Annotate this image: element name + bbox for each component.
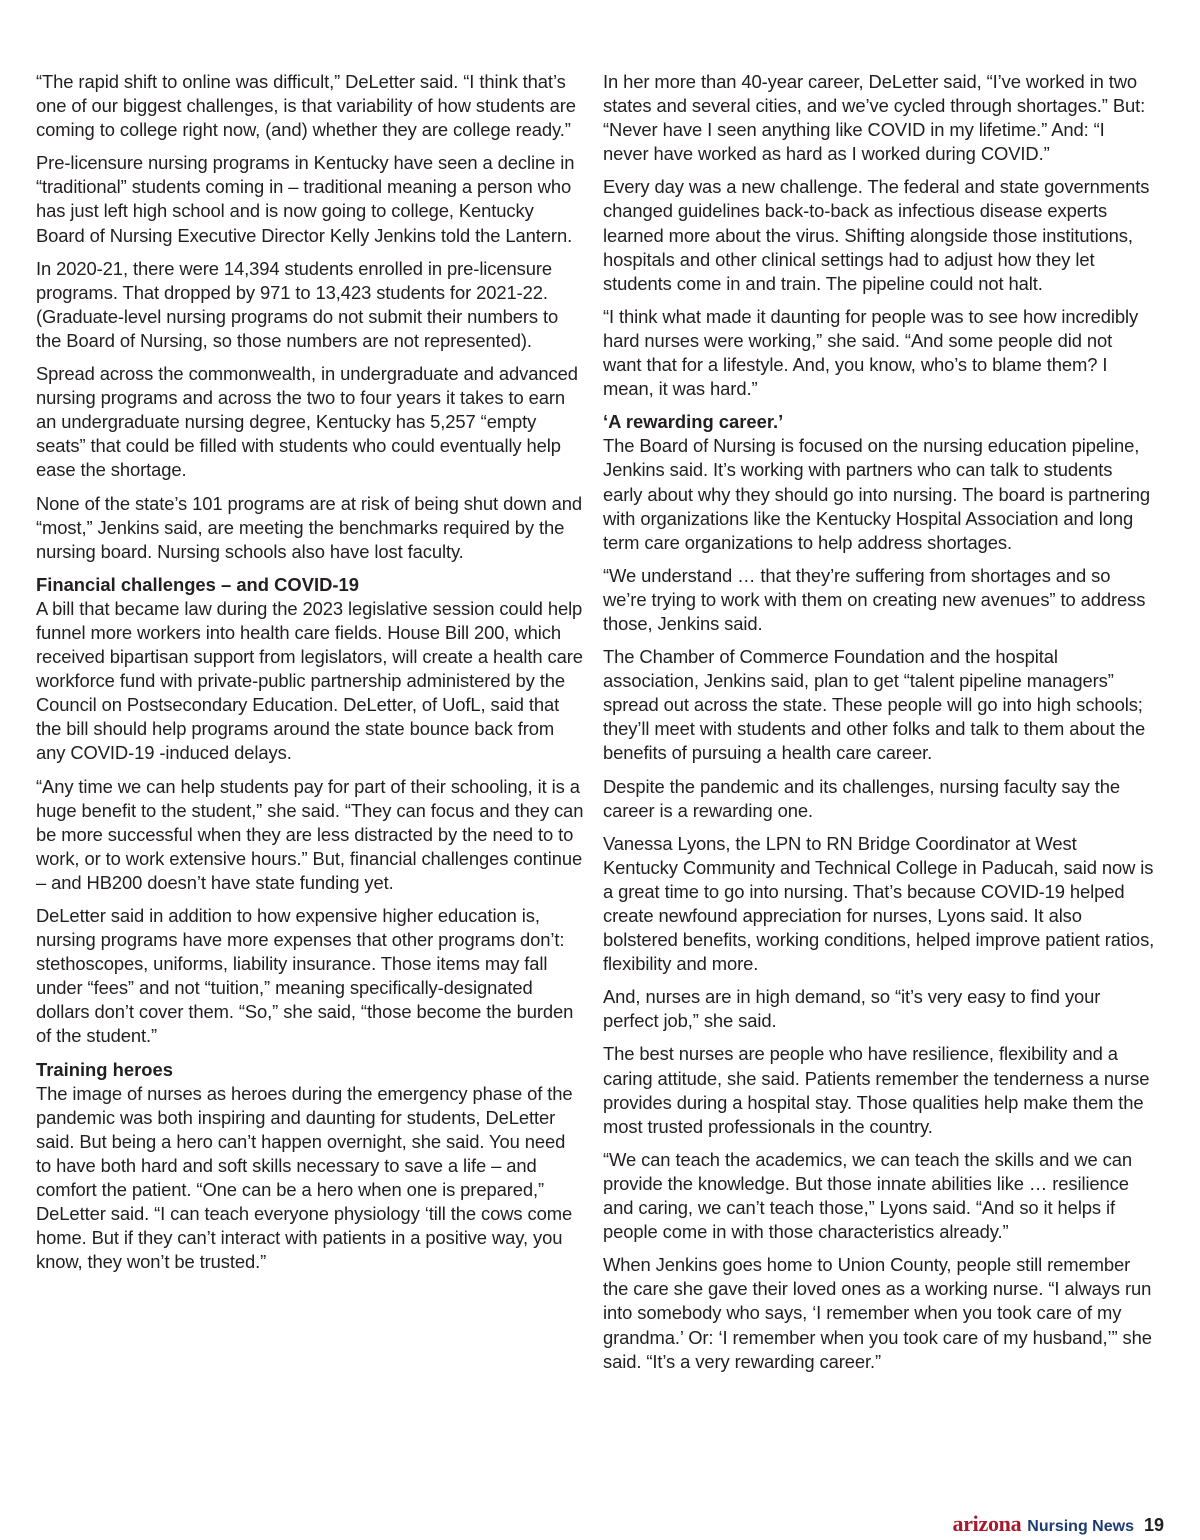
article-paragraph: In 2020-21, there were 14,394 students enrolled in pre-licensure programs. That dropped by 971 to 13,423 students for 2021-22. (Graduate-level nursing programs do not submit their numbers to the Board of Nursing, so those numbers are not represented). <box>36 257 559 351</box>
section-heading: Financial challenges – and COVID-19 <box>36 573 359 595</box>
right-column <box>603 70 1155 1383</box>
article-paragraph: The image of nurses as heroes during the emergency phase of the pandemic was both inspiring and daunting for students, DeLetter said. But being a hero can’t happen overnight, she said. You need to have both hard and soft skills necessary to save a life – and comfort the patient. “One can be a hero when one is prepared,” DeLetter said. “I can teach everyone physiology ‘till the cows come home. But if they can’t interact with patients in a positive way, you know, they won’t be trusted.” <box>36 1082 573 1273</box>
article-paragraph: “Any time we can help students pay for part of their schooling, it is a huge benefit to the student,” she said. “They can focus and they can be more successful when they are less distracted by the need to to work, or to work extensive hours.” But, financial challenges continue – and HB200 doesn’t have state funding yet. <box>36 775 584 893</box>
section-heading: ‘A rewarding career.’ <box>603 411 784 433</box>
article-paragraph: When Jenkins goes home to Union County, people still remember the care she gave their loved ones as a working nurse. “I always run into somebody who says, ‘I remember when you took care of my grandma.’ Or: ‘I remember when you took care of my husband,’” she said. “It’s a very rewarding career.” <box>603 1254 1152 1372</box>
article-paragraph: Spread across the commonwealth, in undergraduate and advanced nursing programs and across the two to four years it takes to earn an undergraduate nursing degree, Kentucky has 5,257 “empty seats” that could be filled with students who could eventually help ease the shortage. <box>36 363 578 481</box>
article-paragraph: DeLetter said in addition to how expensive higher education is, nursing programs have more expenses that other programs don’t: stethoscopes, uniforms, liability insurance. Those items may fall under “fees” and not “tuition,” meaning specifically-designated dollars don’t cover them. “So,” she said, “those become the burden of the student.” <box>36 905 574 1047</box>
article-paragraph: Despite the pandemic and its challenges, nursing faculty say the career is a rewarding one. <box>603 775 1121 821</box>
page-number: 19 <box>1143 1515 1164 1535</box>
article-paragraph: “We understand … that they’re suffering from shortages and so we’re trying to work with them on creating new avenues” to address those, Jenkins said. <box>603 564 1146 634</box>
brand-logo: arizona <box>952 1511 1022 1536</box>
article-paragraph: The Board of Nursing is focused on the nursing education pipeline, Jenkins said. It’s working with partners who can talk to students early about why they should go into nursing. The board is partnering with organizations like the Kentucky Hospital Association and long term care organizations to help address shortages. <box>603 435 1150 553</box>
article-paragraph: “We can teach the academics, we can teach the skills and we can provide the knowledge. But those innate abilities like … resilience and caring, we can’t teach those,” Lyons said. “And so it helps if people come in with those characteristics already.” <box>603 1148 1133 1243</box>
article-paragraph: And, nurses are in high demand, so “it’s very easy to find your perfect job,” she said. <box>603 986 1101 1032</box>
article-paragraph: “I think what made it daunting for people was to see how incredibly hard nurses were working,” she said. “And some people did not want that for a lifestyle. And, you know, who’s to blame them? I mean, it was hard.” <box>603 305 1139 400</box>
publication-name: Nursing News <box>1027 1518 1134 1535</box>
article-paragraph: Vanessa Lyons, the LPN to RN Bridge Coordinator at West Kentucky Community and Technical College in Paducah, said now is a great time to go into nursing. That’s because COVID-19 helped create newfound appreciation for nurses, Lyons said. It also bolstered benefits, working conditions, helped improve patient ratios, flexibility and more. <box>603 832 1155 975</box>
left-column <box>36 70 584 1283</box>
article-paragraph: “The rapid shift to online was difficult,” DeLetter said. “I think that’s one of our biggest challenges, is that variability of how students are coming to college right now, (and) whether they are college ready.” <box>36 71 576 141</box>
section-heading: Training heroes <box>36 1058 173 1080</box>
article-paragraph: None of the state’s 101 programs are at risk of being shut down and “most,” Jenkins said, are meeting the benchmarks required by the nursing board. Nursing schools also have lost faculty. <box>36 492 583 562</box>
article-paragraph: The best nurses are people who have resilience, flexibility and a caring attitude, she said. Patients remember the tenderness a nurse provides during a hospital stay. Those qualities help make them the most trusted professionals in the country. <box>603 1043 1150 1137</box>
article-paragraph: Pre-licensure nursing programs in Kentucky have seen a decline in “traditional” students coming in – traditional meaning a person who has just left high school and is now going to college, Kentucky Board of Nursing Executive Director Kelly Jenkins told the Lantern. <box>36 152 575 246</box>
article-paragraph: The Chamber of Commerce Foundation and the hospital association, Jenkins said, plan to get “talent pipeline managers” spread out across the state. These people will go into high schools; they’ll meet with students and other folks and talk to them about the benefits of pursuing a health care career. <box>603 646 1146 764</box>
article-paragraph: A bill that became law during the 2023 legislative session could help funnel more workers into health care fields. House Bill 200, which received bipartisan support from legislators, will create a health care workforce fund with private-public partnership administered by the Council on Postsecondary Education. DeLetter, of UofL, said that the bill should help programs around the state bounce back from any COVID-19 -induced delays. <box>36 597 583 764</box>
page-footer <box>953 1511 1165 1537</box>
article-paragraph: Every day was a new challenge. The federal and state governments changed guidelines back-to-back as infectious disease experts learned more about the virus. Shifting alongside those institutions, hospitals and other clinical settings had to adjust how they let students come in and train. The pipeline could not halt. <box>603 176 1150 294</box>
article-paragraph: In her more than 40-year career, DeLetter said, “I’ve worked in two states and several cities, and we’ve cycled through shortages.” But: “Never have I seen anything like COVID in my lifetime.” And: “I never have worked as hard as I worked during COVID.” <box>603 71 1146 165</box>
